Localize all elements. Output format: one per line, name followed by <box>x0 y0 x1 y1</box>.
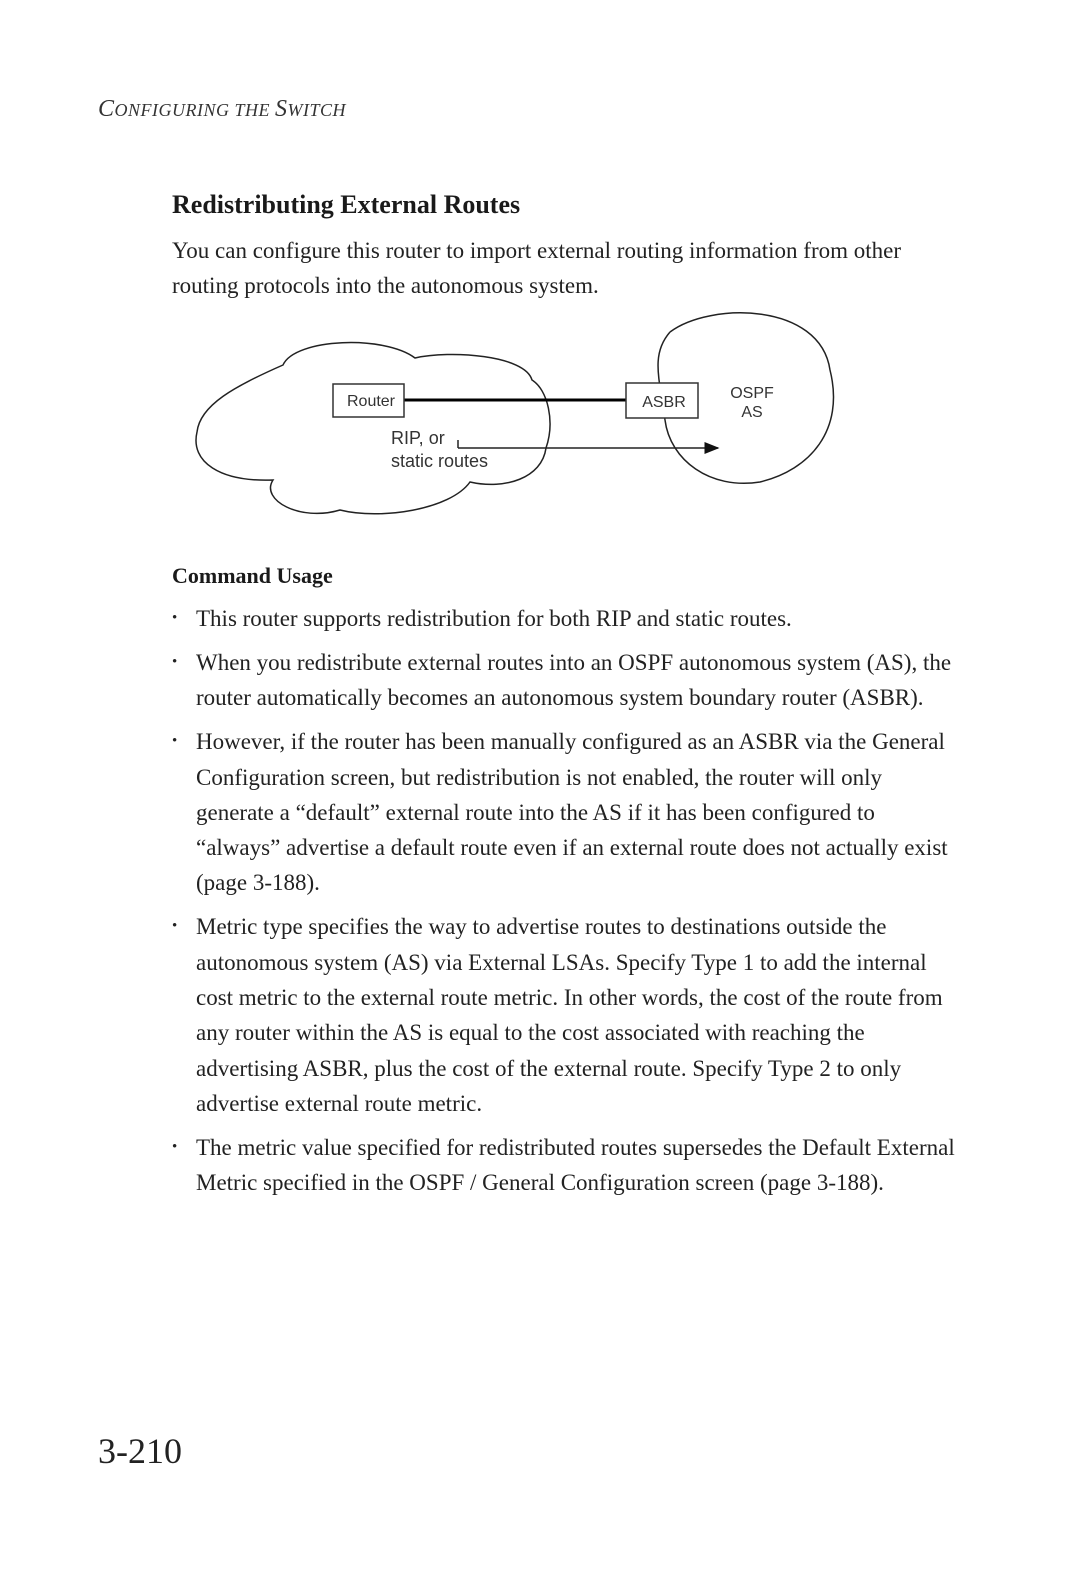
bullet-icon: • <box>172 733 178 750</box>
bullet-icon: • <box>172 918 178 935</box>
static-routes-label: static routes <box>391 451 489 471</box>
bullet-icon: • <box>172 653 178 670</box>
router-label: Router <box>346 393 396 410</box>
running-head-small-caps-1: ONFIGURING THE <box>114 100 276 120</box>
running-head-small-caps-2: WITCH <box>287 100 347 120</box>
list-item <box>172 1130 962 1201</box>
running-head <box>98 96 346 123</box>
list-item-text: However, if the router has been manually configured as an ASBR via the General Configuration screen, but redistribution is not enabled, the router will only generate a “default” external route into the AS if it has been configured to “always” advertise a default route even if an external route does not actually exist (page 3-188). <box>196 729 948 896</box>
command-usage-list <box>172 601 962 1209</box>
list-item-text: This router supports redistribution for both RIP and static routes. <box>196 606 792 631</box>
as-label: AS <box>741 404 763 421</box>
asbr-label: ASBR <box>642 394 686 411</box>
running-head-cap-2: S <box>275 96 288 122</box>
page-number: 3-210 <box>98 1431 182 1471</box>
ospf-label: OSPF <box>730 385 774 402</box>
section-title: Redistributing External Routes <box>172 190 521 219</box>
running-head-cap-1: C <box>98 96 115 122</box>
list-item-text: When you redistribute external routes into an OSPF autonomous system (AS), the router automatically becomes an autonomous system boundary router (ASBR). <box>196 649 952 711</box>
list-item <box>172 645 962 716</box>
intro-paragraph: You can configure this router to import external routing information from other routing protocols into the autonomous system. <box>172 238 902 298</box>
bullet-icon: • <box>172 1138 178 1155</box>
rip-label: RIP, or <box>391 428 445 448</box>
list-item <box>172 909 962 1121</box>
list-item-text: Metric type specifies the way to advertise routes to destinations outside the autonomous system (AS) via External LSAs. Specify Type 1 to add the internal cost metric to the external route metric. In other words, the cost of the route from any router within the AS is equal to the cost associated with reaching the advertising ASBR, plus the cost of the external route. Specify Type 2 to only advertise external route metric. <box>196 914 943 1116</box>
list-item <box>172 724 962 900</box>
command-usage-heading: Command Usage <box>172 563 333 588</box>
list-item-text: The metric value specified for redistributed routes supersedes the Default External Metric specified in the OSPF / General Configuration screen (page 3-188). <box>196 1134 955 1196</box>
list-item <box>172 601 962 636</box>
bullet-icon: • <box>172 610 178 626</box>
redistribution-diagram <box>180 310 860 570</box>
external-network-cloud <box>196 343 550 514</box>
